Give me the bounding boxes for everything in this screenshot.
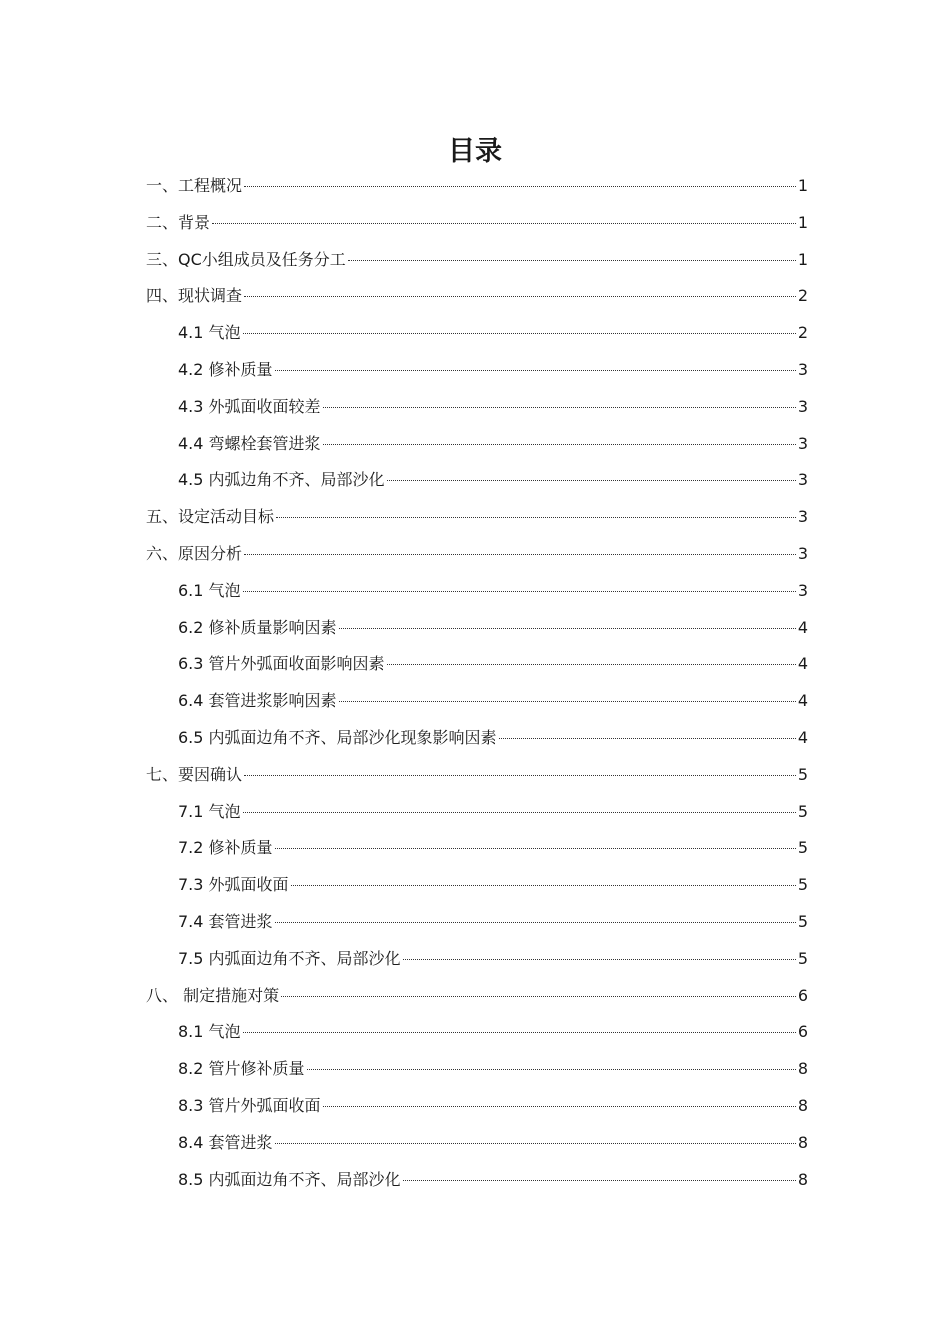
toc-entry-label: 7.3 外弧面收面 (178, 875, 289, 895)
toc-entry-page-number: 6 (797, 985, 808, 1005)
toc-entry-page-number: 5 (797, 875, 808, 895)
dot-leader (244, 554, 796, 555)
toc-entry[interactable] (146, 1125, 808, 1162)
toc-entry-page-number: 5 (797, 801, 808, 821)
dot-leader (323, 444, 796, 445)
toc-entry[interactable] (146, 389, 808, 426)
toc-entry-page-number: 3 (797, 359, 808, 379)
dot-leader (244, 775, 796, 776)
dot-leader (339, 701, 796, 702)
toc-entry[interactable] (146, 278, 808, 315)
toc-entry[interactable] (146, 978, 808, 1015)
toc-entry[interactable] (146, 1014, 808, 1051)
toc-entry-label: 二、背景 (146, 212, 211, 232)
toc-entry-label: 4.1 气泡 (178, 323, 241, 343)
toc-entry-page-number: 1 (797, 176, 808, 195)
toc-entry-page-number: 2 (797, 323, 808, 343)
toc-entry[interactable] (146, 1051, 808, 1088)
toc-entry-page-number: 5 (797, 948, 808, 968)
toc-entry[interactable] (146, 168, 808, 205)
toc-entry-label: 4.2 修补质量 (178, 359, 273, 379)
toc-entry-page-number: 8 (797, 1132, 808, 1152)
toc-entry[interactable] (146, 830, 808, 867)
dot-leader (387, 664, 796, 665)
toc-entry-label: 六、原因分析 (146, 543, 243, 563)
toc-entry[interactable] (146, 683, 808, 720)
toc-entry[interactable] (146, 720, 808, 757)
toc-entry-label: 6.5 内弧面边角不齐、局部沙化现象影响因素 (178, 727, 497, 747)
toc-entry-page-number: 5 (797, 911, 808, 931)
dot-leader (275, 1143, 796, 1144)
dot-leader (244, 186, 796, 187)
toc-entry-label: 8.3 管片外弧面收面 (178, 1095, 321, 1115)
toc-entry-label: 八、 制定措施对策 (146, 985, 280, 1005)
toc-entry-label: 五、设定活动目标 (146, 507, 275, 527)
toc-entry-page-number: 6 (797, 1022, 808, 1042)
toc-entry[interactable] (146, 536, 808, 573)
toc-entry-page-number: 8 (797, 1059, 808, 1079)
toc-entry-label: 4.5 内弧边角不齐、局部沙化 (178, 470, 385, 490)
toc-entry-page-number: 3 (797, 507, 808, 527)
dot-leader (243, 1032, 796, 1033)
toc-entry-label: 8.5 内弧面边角不齐、局部沙化 (178, 1169, 401, 1189)
dot-leader (243, 812, 796, 813)
dot-leader (499, 738, 796, 739)
toc-entry-page-number: 3 (797, 470, 808, 490)
toc-entry[interactable] (146, 499, 808, 536)
dot-leader (307, 1069, 796, 1070)
toc-entry-label: 三、QC小组成员及任务分工 (146, 249, 346, 269)
toc-entry[interactable] (146, 352, 808, 389)
toc-entry-label: 6.2 修补质量影响因素 (178, 617, 337, 637)
toc-entry[interactable] (146, 205, 808, 242)
dot-leader (275, 370, 796, 371)
toc-entry[interactable] (146, 941, 808, 978)
toc-entry[interactable] (146, 904, 808, 941)
toc-entry-page-number: 3 (797, 543, 808, 563)
toc-title: 目录 (448, 136, 502, 167)
toc-entry-page-number: 5 (797, 838, 808, 858)
dot-leader (212, 223, 796, 224)
toc-entry-label: 7.4 套管进浆 (178, 911, 273, 931)
toc-entry[interactable] (146, 1088, 808, 1125)
toc-entry-label: 6.3 管片外弧面收面影响因素 (178, 654, 385, 674)
toc-entry-page-number: 4 (797, 727, 808, 747)
dot-leader (323, 1106, 796, 1107)
dot-leader (387, 480, 796, 481)
toc-entry-label: 4.3 外弧面收面较差 (178, 396, 321, 416)
dot-leader (275, 922, 796, 923)
toc-entry-label: 6.1 气泡 (178, 580, 241, 600)
dot-leader (243, 591, 796, 592)
toc-entry-page-number: 3 (797, 580, 808, 600)
dot-leader (291, 885, 796, 886)
toc-entry-label: 6.4 套管进浆影响因素 (178, 691, 337, 711)
toc-entry[interactable] (146, 610, 808, 647)
toc-entry[interactable] (146, 867, 808, 904)
toc-entry-page-number: 3 (797, 396, 808, 416)
dot-leader (276, 517, 796, 518)
dot-leader (403, 1180, 796, 1181)
toc-entry-page-number: 4 (797, 617, 808, 637)
toc-entry[interactable] (146, 573, 808, 610)
dot-leader (275, 848, 796, 849)
toc-entry-label: 7.2 修补质量 (178, 838, 273, 858)
toc-entry-label: 4.4 弯螺栓套管进浆 (178, 433, 321, 453)
toc-entry-label: 7.1 气泡 (178, 801, 241, 821)
toc-entry[interactable] (146, 1162, 808, 1199)
toc-entry[interactable] (146, 315, 808, 352)
toc-entry-page-number: 8 (797, 1169, 808, 1189)
dot-leader (244, 296, 796, 297)
toc-entry[interactable] (146, 757, 808, 794)
toc-entry-label: 七、要因确认 (146, 764, 243, 784)
toc-entry-label: 8.4 套管进浆 (178, 1132, 273, 1152)
dot-leader (403, 959, 796, 960)
toc-entry-label: 7.5 内弧面边角不齐、局部沙化 (178, 948, 401, 968)
toc-entry-page-number: 1 (797, 249, 808, 269)
toc-entry-label: 一、工程概况 (146, 176, 243, 195)
toc-entry-page-number: 3 (797, 433, 808, 453)
toc-entry-label: 四、现状调查 (146, 286, 243, 306)
toc-entry-page-number: 4 (797, 654, 808, 674)
toc-entry-page-number: 5 (797, 764, 808, 784)
dot-leader (243, 333, 796, 334)
toc-entry[interactable] (146, 646, 808, 683)
toc-entry[interactable] (146, 794, 808, 831)
toc-entry-page-number: 2 (797, 286, 808, 306)
toc-entry[interactable] (146, 242, 808, 279)
toc-entry[interactable] (146, 462, 808, 499)
toc-entry[interactable] (146, 426, 808, 463)
dot-leader (323, 407, 796, 408)
toc-entry-page-number: 8 (797, 1095, 808, 1115)
toc-entry-label: 8.1 气泡 (178, 1022, 241, 1042)
toc-entry-page-number: 4 (797, 691, 808, 711)
dot-leader (339, 628, 796, 629)
dot-leader (281, 996, 796, 997)
toc-entry-page-number: 1 (797, 212, 808, 232)
toc-list (146, 168, 808, 1198)
toc-entry-label: 8.2 管片修补质量 (178, 1059, 305, 1079)
dot-leader (348, 260, 796, 261)
